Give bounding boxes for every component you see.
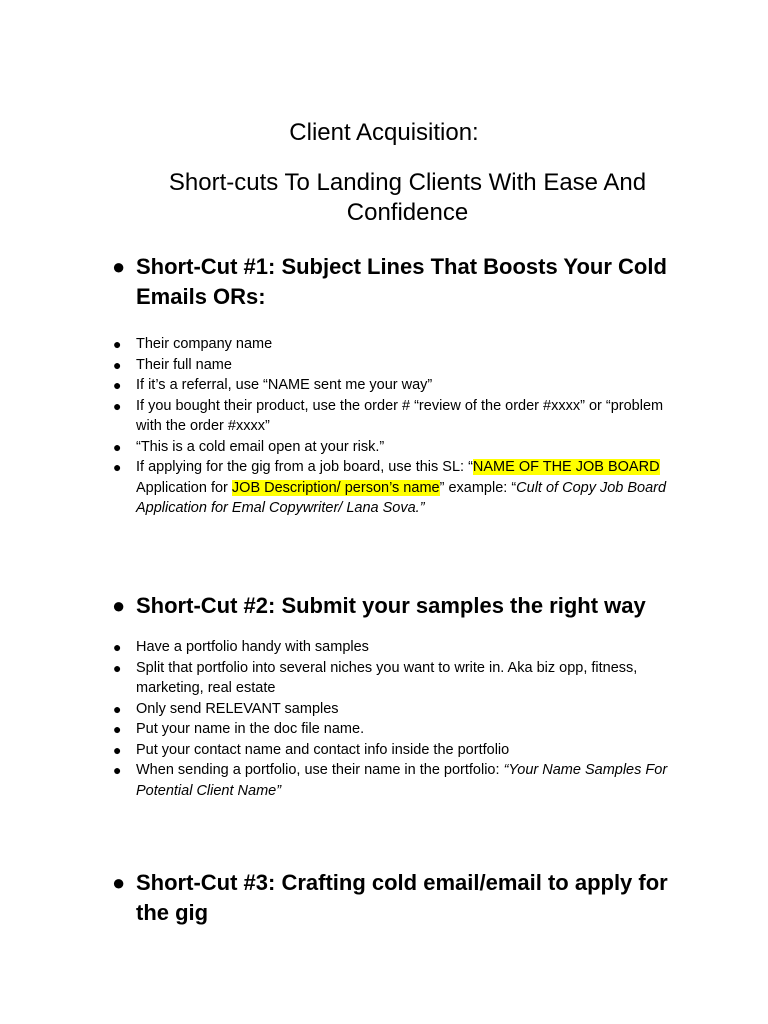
bullet-icon: ● xyxy=(112,593,126,618)
list-item-text: Application for xyxy=(136,479,232,496)
list-item-text: Have a portfolio handy with samples xyxy=(136,639,369,655)
bullet-icon: ● xyxy=(113,700,122,717)
section-heading-text: Short-Cut #3: Crafting cold email/email to apply for the gig xyxy=(136,870,668,925)
document-subtitle: Short-cuts To Landing Clients With Ease And Confidence xyxy=(168,169,647,226)
italic-example-text: “Your Name Samples For Potential Client Name” xyxy=(136,762,668,799)
section-heading xyxy=(0,868,676,928)
list-item xyxy=(0,355,676,376)
bullet-icon: ● xyxy=(113,377,122,393)
list-item xyxy=(0,457,676,519)
list-item xyxy=(0,719,676,740)
list-item xyxy=(0,699,676,720)
bullet-icon: ● xyxy=(113,438,122,455)
section-heading-text: Short-Cut #2: Submit your samples the right way xyxy=(136,593,646,618)
bullet-icon: ● xyxy=(113,721,122,737)
list-item-text: If applying for the gig from a job board, use this SL: “ xyxy=(136,459,473,475)
highlighted-text: JOB Description/ person’s name xyxy=(231,479,440,496)
list-item xyxy=(0,658,676,699)
list-item xyxy=(0,375,676,396)
shortcut-section-3 xyxy=(0,868,768,928)
bullet-icon: ● xyxy=(112,254,126,279)
bullet-icon: ● xyxy=(113,336,122,352)
list-item-text: “This is a cold email open at your risk.” xyxy=(136,438,385,455)
shortcut-section-2 xyxy=(0,591,768,801)
list-item xyxy=(0,396,676,437)
bullet-icon: ● xyxy=(113,762,122,778)
list-item xyxy=(0,637,676,658)
list-item xyxy=(0,740,676,761)
list-item-text: ” xyxy=(419,500,425,516)
bullet-list xyxy=(0,637,768,801)
list-item-text: Their company name xyxy=(136,336,273,352)
section-heading-text: Short-Cut #1: Subject Lines That Boosts Your Cold Emails ORs: xyxy=(136,254,667,309)
list-item-text: When sending a portfolio, use their name in the portfolio: xyxy=(136,762,504,778)
section-heading xyxy=(0,591,676,621)
bullet-icon: ● xyxy=(112,870,126,895)
bullet-list xyxy=(0,334,768,519)
shortcut-section-1 xyxy=(0,252,768,519)
list-item-text: Their full name xyxy=(136,356,232,373)
bullet-icon: ● xyxy=(113,459,122,475)
bullet-icon: ● xyxy=(113,639,122,655)
list-item xyxy=(0,437,676,458)
list-item-text: ” example: “ xyxy=(439,479,517,496)
list-item xyxy=(0,334,676,355)
italic-example-text: Cult of Copy Job Board Application for Emal Copywriter/ Lana Sova. xyxy=(136,479,667,516)
document-title: Client Acquisition: xyxy=(289,119,479,146)
highlighted-text: NAME OF THE JOB BOARD xyxy=(472,459,660,475)
list-item-text: Split that portfolio into several niches you want to write in. Aka biz opp, fitness, marketing, real estate xyxy=(136,659,638,696)
bullet-icon: ● xyxy=(113,397,122,414)
list-item-text: If you bought their product, use the order # “review of the order #xxxx” or “problem with the order #xxxx” xyxy=(136,397,664,434)
list-item xyxy=(0,760,676,801)
section-heading xyxy=(0,252,676,312)
bullet-icon: ● xyxy=(113,356,122,373)
bullet-icon: ● xyxy=(113,741,122,758)
list-item-text: If it’s a referral, use “NAME sent me your way” xyxy=(136,377,433,393)
list-item-text: Put your contact name and contact info inside the portfolio xyxy=(136,741,510,758)
bullet-icon: ● xyxy=(113,659,122,676)
list-item-text: Put your name in the doc file name. xyxy=(136,721,365,737)
list-item-text: Only send RELEVANT samples xyxy=(136,700,339,717)
